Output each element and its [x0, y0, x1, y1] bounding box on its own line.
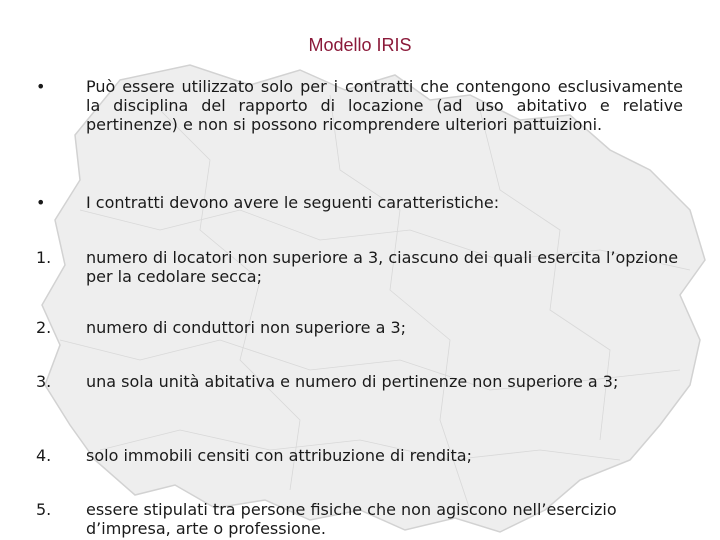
- item-text: numero di conduttori non superiore a 3;: [86, 318, 407, 337]
- number-marker: 2.: [36, 318, 52, 337]
- item-text: I contratti devono avere le seguenti caratteristiche:: [86, 193, 500, 212]
- page-title: Modello IRIS: [308, 35, 412, 55]
- item-text: una sola unità abitativa e numero di pertinenze non superiore a 3;: [86, 372, 619, 391]
- bullet-marker: •: [36, 77, 46, 96]
- item-text: numero di locatori non superiore a 3, ciascuno dei quali esercita l’opzione per la cedolare secca;: [86, 248, 679, 286]
- number-marker: 4.: [36, 446, 52, 465]
- number-marker: 1.: [36, 248, 52, 267]
- item-text: solo immobili censiti con attribuzione di rendita;: [86, 446, 472, 465]
- number-marker: 5.: [36, 500, 52, 519]
- number-marker: 3.: [36, 372, 52, 391]
- item-text: Può essere utilizzato solo per i contratti che contengono esclusivamente la disciplina del rapporto di locazione (ad uso abitativo e relative pertinenze) e non si possono ricomprendere ulteriori pattuizioni.: [86, 77, 683, 134]
- item-text: essere stipulati tra persone fisiche che non agiscono nell’esercizio d’impresa, arte o professione.: [86, 500, 617, 538]
- bullet-marker: •: [36, 193, 46, 212]
